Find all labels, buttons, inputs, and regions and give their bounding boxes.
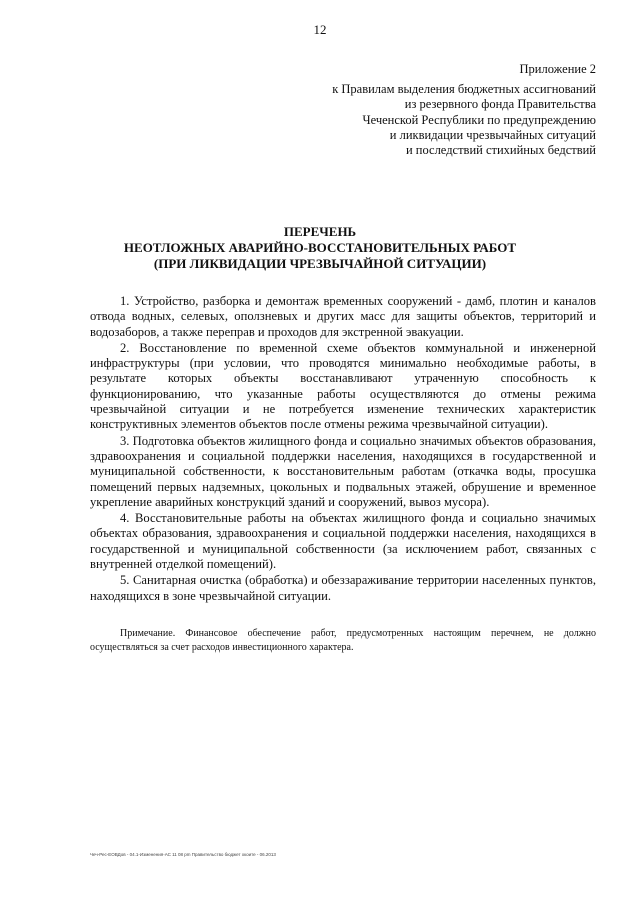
title-line-1: ПЕРЕЧЕНЬ bbox=[283, 224, 357, 239]
appendix-line: и ликвидации чрезвычайных ситуаций bbox=[389, 127, 596, 142]
note: Примечание. Финансовое обеспечение работ, предусмотренных настоящим перечнем, не должно осуществляться за счет расходов инвестиционного характера. bbox=[90, 628, 596, 653]
appendix-label: Приложение 2 bbox=[519, 62, 596, 76]
list-item-4: 4. Восстановительные работы на объектах жилищного фонда и социально значимых объектах образования, здравоохранения и социальной поддержки населения, находящихся в государственной и муниципальной собственности (за исключением работ, связанных с внутренней отделкой помещений). bbox=[90, 511, 596, 572]
list-item-3: 3. Подготовка объектов жилищного фонда и социально значимых объектов образования, здравоохранения и социальной поддержки населения, находящихся в государственной и муниципальной собственности, к восстановительным работам (откачка воды, просушка помещений первых надземных, цокольных и подвальных этажей, обрушение и временное укрепление аварийных конструкций зданий и сооружений, вывоз мусора). bbox=[90, 433, 596, 509]
appendix-line: из резервного фонда Правительства bbox=[404, 97, 596, 112]
title-line-2: НЕОТЛОЖНЫХ АВАРИЙНО-ВОССТАНОВИТЕЛЬНЫХ РАБОТ bbox=[123, 240, 517, 255]
page-number: 12 bbox=[313, 22, 327, 37]
document-title bbox=[0, 224, 640, 272]
list-item-2: 2. Восстановление по временной схеме объектов коммунальной и инженерной инфраструктуры (при условии, что проводятся минимально необходимые работы, в результате которых объекты восстанавливают утраченную способность к функционированию, что указанные работы осуществляются до отмены режима чрезвычайной ситуации и не потребуется изменение технических характеристик конструктивных элементов объектов после отмены режима чрезвычайной ситуации). bbox=[90, 340, 596, 432]
appendix-line: и последствий стихийных бедствий bbox=[405, 143, 596, 158]
list-item-5: 5. Санитарная очистка (обработка) и обеззараживание территории населенных пунктов, находящихся в зоне чрезвычайной ситуации. bbox=[90, 573, 596, 603]
list-item-1: 1. Устройство, разборка и демонтаж временных сооружений - дамб, плотин и каналов отвода водных, селевых, оползневых и других масс для защиты объектов, территорий и водозаборов, а также переправ и проходов для экстренной эвакуации. bbox=[90, 294, 596, 339]
title-line-3: (ПРИ ЛИКВИДАЦИИ ЧРЕЗВЫЧАЙНОЙ СИТУАЦИИ) bbox=[153, 256, 487, 271]
list-body bbox=[90, 294, 596, 605]
appendix-line: Чеченской Республики по предупреждению bbox=[362, 112, 596, 127]
appendix-header bbox=[332, 62, 596, 158]
file-path-footer: Чеч-Рес-ЕОВДов - 04.1-Изменения-АС 11 08 pm Правительство бюджет хкоите - 06.2013 bbox=[90, 852, 276, 857]
appendix-line: к Правилам выделения бюджетных ассигнований bbox=[332, 82, 596, 97]
